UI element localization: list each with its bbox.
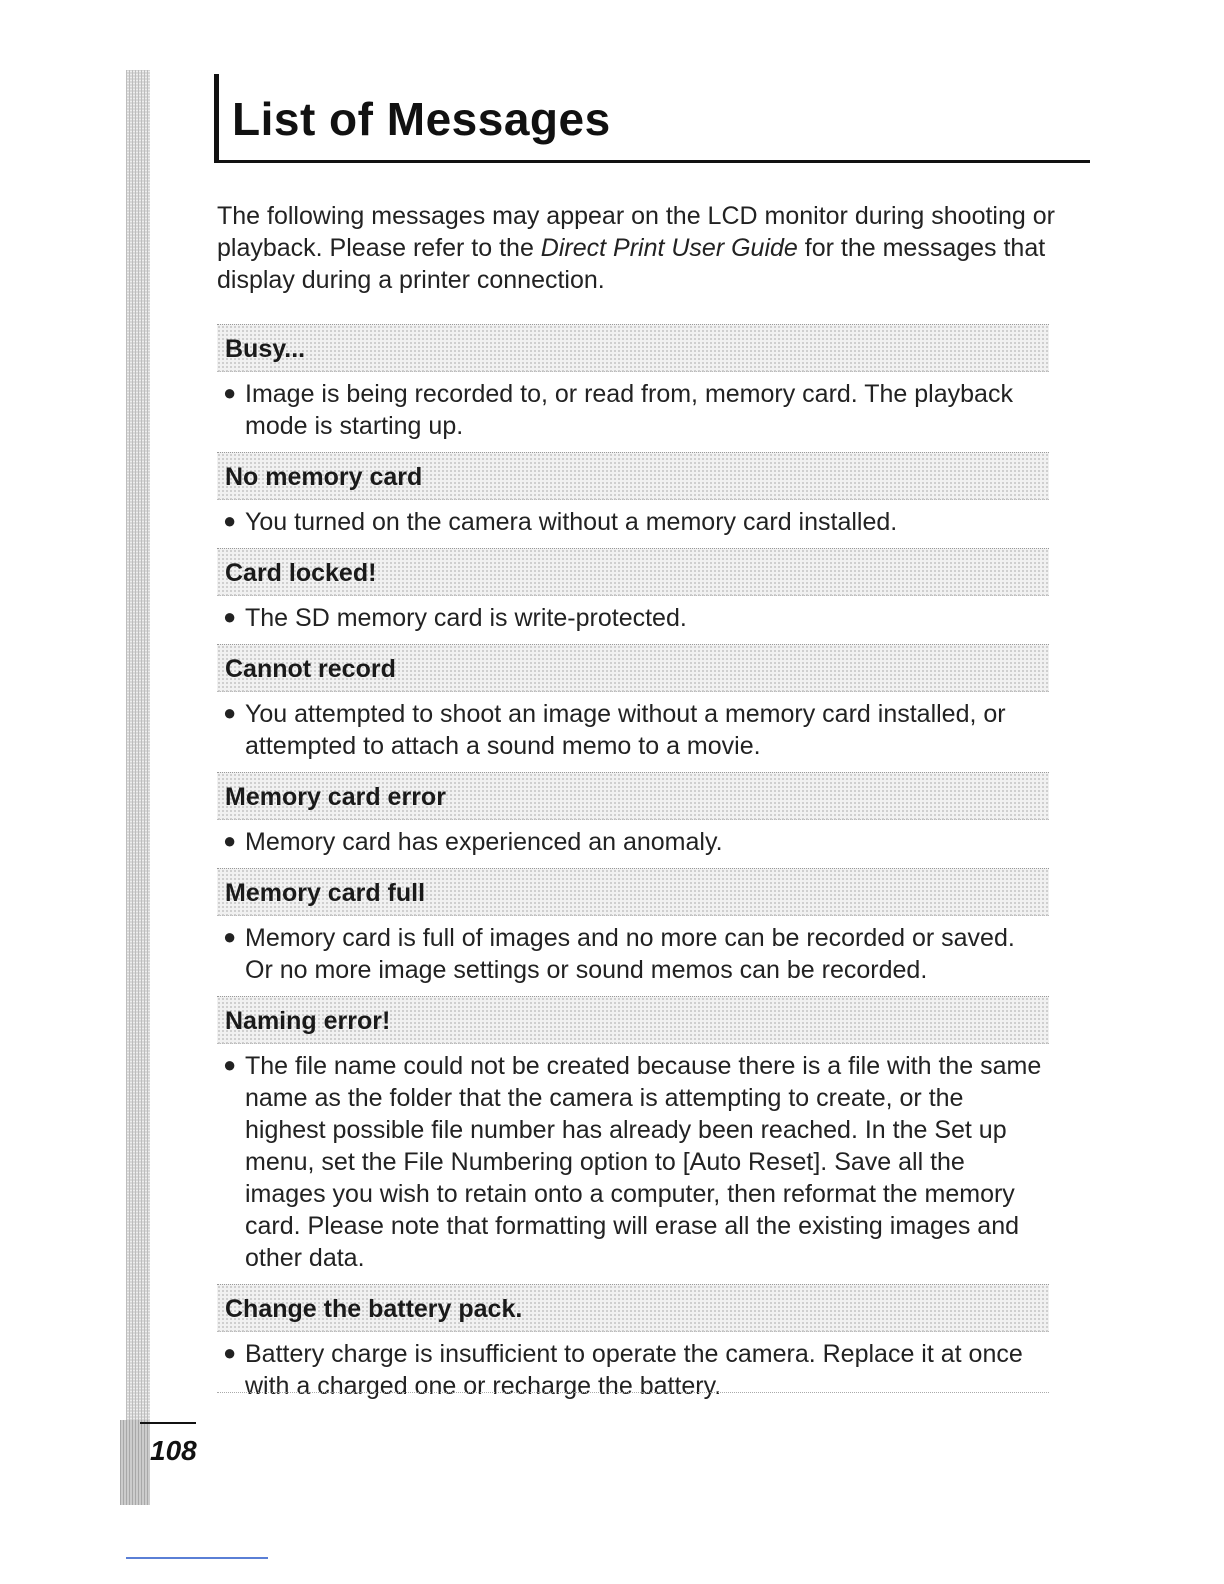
scan-artifact-line	[126, 1557, 268, 1559]
message-heading: Memory card full	[217, 868, 1049, 916]
message-description-text: Battery charge is insufficient to operate the camera. Replace it at once with a charged one or recharge the battery.	[245, 1340, 1023, 1400]
message-item-card-locked	[217, 548, 1049, 644]
message-heading: Naming error!	[217, 996, 1049, 1044]
message-heading: Memory card error	[217, 772, 1049, 820]
message-heading: Busy...	[217, 324, 1049, 372]
intro-text-start: The following messages may appear on the LCD monitor during shooting or playback. Please refer to the	[217, 202, 1055, 262]
title-accent-bar	[214, 74, 219, 162]
message-item-cannot-record	[217, 644, 1049, 772]
message-item-busy	[217, 324, 1049, 452]
message-description	[217, 596, 1049, 644]
message-description	[217, 692, 1049, 772]
message-heading: Card locked!	[217, 548, 1049, 596]
message-description-text: Memory card is full of images and no more can be recorded or saved. Or no more image settings or sound memos can be recorded.	[245, 924, 1015, 984]
message-list	[217, 324, 1049, 1412]
intro-text-end: for the messages that display during a printer connection.	[217, 234, 1046, 294]
message-description-text: Image is being recorded to, or read from, memory card. The playback mode is starting up.	[245, 380, 1013, 440]
message-item-memory-card-full	[217, 868, 1049, 996]
bullet-icon: ●	[223, 1340, 237, 1365]
message-description	[217, 1332, 1049, 1412]
bullet-icon: ●	[223, 380, 237, 405]
page-edge-tab-strip	[126, 70, 150, 1500]
message-description	[217, 500, 1049, 548]
intro-paragraph	[217, 200, 1057, 296]
message-heading: Cannot record	[217, 644, 1049, 692]
message-description-text: You attempted to shoot an image without a memory card installed, or attempted to attach a sound memo to a movie.	[245, 700, 1006, 760]
bullet-icon: ●	[223, 828, 237, 853]
message-description	[217, 1044, 1049, 1284]
message-heading: No memory card	[217, 452, 1049, 500]
bullet-icon: ●	[223, 604, 237, 629]
message-description-text: The SD memory card is write-protected.	[245, 604, 687, 632]
page-number-rule	[140, 1422, 196, 1424]
message-description	[217, 916, 1049, 996]
bullet-icon: ●	[223, 924, 237, 949]
bullet-icon: ●	[223, 1052, 237, 1077]
message-heading: Change the battery pack.	[217, 1284, 1049, 1332]
message-description-text: You turned on the camera without a memory card installed.	[245, 508, 898, 536]
page-title: List of Messages	[232, 93, 611, 145]
message-description-text: Memory card has experienced an anomaly.	[245, 828, 723, 856]
bottom-divider	[217, 1392, 1049, 1393]
message-description-text: The file name could not be created because there is a file with the same name as the folder that the camera is attempting to create, or the highest possible file number has already been reached. In the Set up menu, set the File Numbering option to [Auto Reset]. Save all the images you wish to retain onto a computer, then reformat the memory card. Please note that formatting will erase all the existing images and other data.	[245, 1052, 1042, 1272]
page-edge-tab-marker	[120, 1420, 150, 1505]
page-number: 108	[150, 1435, 197, 1466]
title-underline	[214, 160, 1090, 163]
bullet-icon: ●	[223, 700, 237, 725]
message-description	[217, 820, 1049, 868]
message-item-naming-error	[217, 996, 1049, 1284]
bullet-icon: ●	[223, 508, 237, 533]
guide-title: Direct Print User Guide	[540, 234, 798, 262]
message-description	[217, 372, 1049, 452]
message-item-no-memory-card	[217, 452, 1049, 548]
message-item-memory-card-error	[217, 772, 1049, 868]
